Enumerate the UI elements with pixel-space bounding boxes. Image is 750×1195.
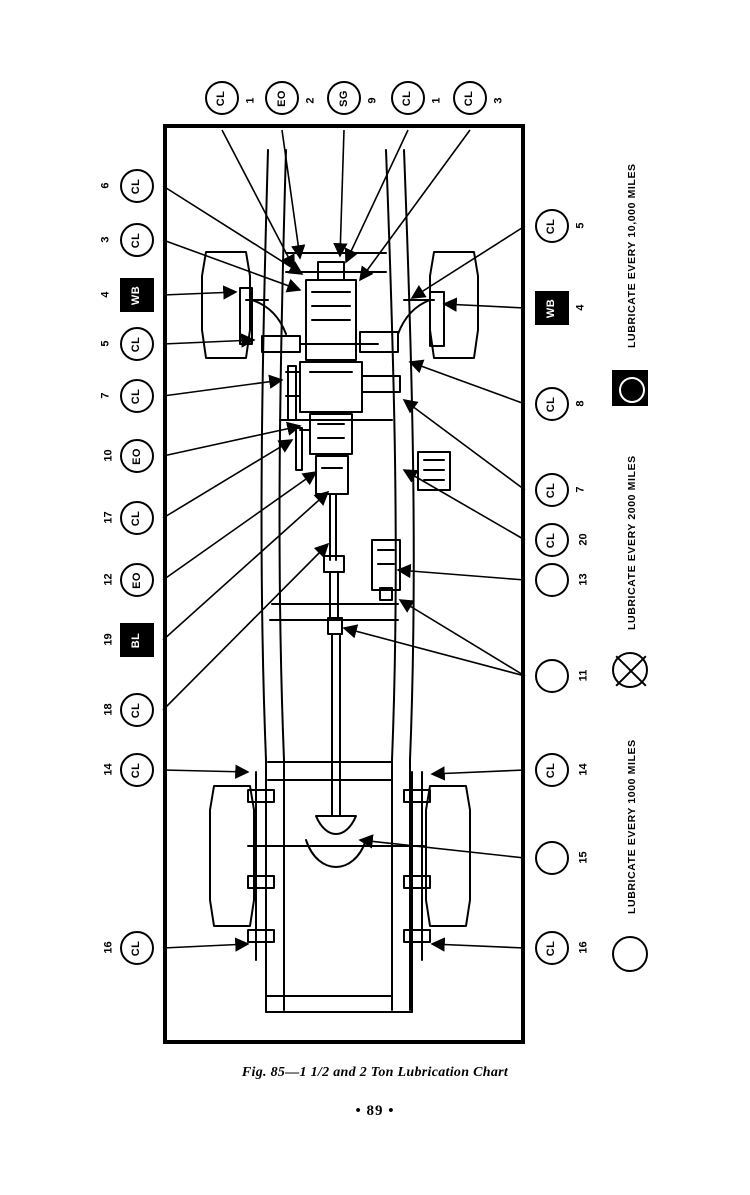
callout-left-10-number: 10 <box>102 449 115 462</box>
callout-right-15[interactable] <box>535 841 569 875</box>
callout-top-4-number: 1 <box>430 97 443 104</box>
legend-label-10000-miles: LUBRICATE EVERY 10,000 MILES <box>626 163 638 348</box>
legend-symbol-2000-miles <box>612 652 648 688</box>
callout-right-7-number: 7 <box>574 486 587 493</box>
callout-left-6[interactable]: CL <box>120 169 154 203</box>
callout-left-5-number: 5 <box>99 340 112 347</box>
callout-left-4[interactable]: WB <box>120 278 154 312</box>
callout-left-4-number: 4 <box>99 291 112 298</box>
callout-left-12-number: 12 <box>102 573 115 586</box>
callout-right-5[interactable]: CL <box>535 209 569 243</box>
callout-top-2-number: 2 <box>304 97 317 104</box>
callout-right-5-number: 5 <box>574 222 587 229</box>
callout-right-14[interactable]: CL <box>535 753 569 787</box>
callout-left-12[interactable]: EO <box>120 563 154 597</box>
callout-right-8-number: 8 <box>574 400 587 407</box>
legend-symbol-10000-miles <box>612 370 648 406</box>
callout-left-5[interactable]: CL <box>120 327 154 361</box>
callout-top-4[interactable]: CL <box>391 81 425 115</box>
callout-left-18[interactable]: CL <box>120 693 154 727</box>
callout-top-2[interactable]: EO <box>265 81 299 115</box>
callout-left-3[interactable]: CL <box>120 223 154 257</box>
callout-right-8[interactable]: CL <box>535 387 569 421</box>
callout-left-16[interactable]: CL <box>120 931 154 965</box>
callout-right-13-number: 13 <box>577 573 590 586</box>
callout-top-5[interactable]: CL <box>453 81 487 115</box>
callout-right-7[interactable]: CL <box>535 473 569 507</box>
callout-left-7[interactable]: CL <box>120 379 154 413</box>
callout-left-3-number: 3 <box>99 236 112 243</box>
page-number: • 89 • <box>355 1103 395 1119</box>
callout-right-4-number: 4 <box>574 304 587 311</box>
callout-top-3-number: 9 <box>366 97 379 104</box>
callout-right-20[interactable]: CL <box>535 523 569 557</box>
callout-left-17-number: 17 <box>102 511 115 524</box>
legend-label-2000-miles: LUBRICATE EVERY 2000 MILES <box>626 455 638 630</box>
callout-right-14-number: 14 <box>577 763 590 776</box>
legend-label-1000-miles: LUBRICATE EVERY 1000 MILES <box>626 739 638 914</box>
callout-top-1[interactable]: CL <box>205 81 239 115</box>
callout-right-13[interactable] <box>535 563 569 597</box>
callout-left-14-number: 14 <box>102 763 115 776</box>
figure-caption: Fig. 85—1 1/2 and 2 Ton Lubrication Chart <box>241 1065 509 1080</box>
callout-left-6-number: 6 <box>99 182 112 189</box>
callout-left-18-number: 18 <box>102 703 115 716</box>
legend-symbol-1000-miles <box>612 936 648 972</box>
callout-left-17[interactable]: CL <box>120 501 154 535</box>
callout-right-15-number: 15 <box>577 851 590 864</box>
callout-right-20-number: 20 <box>577 533 590 546</box>
callout-left-7-number: 7 <box>99 392 112 399</box>
callout-left-19[interactable]: BL <box>120 623 154 657</box>
callout-left-16-number: 16 <box>102 941 115 954</box>
callout-top-1-number: 1 <box>244 97 257 104</box>
callout-right-16[interactable]: CL <box>535 931 569 965</box>
callout-top-5-number: 3 <box>492 97 505 104</box>
callout-left-19-number: 19 <box>102 633 115 646</box>
callout-right-11-number: 11 <box>577 669 590 682</box>
callout-right-16-number: 16 <box>577 941 590 954</box>
callout-top-3[interactable]: SG <box>327 81 361 115</box>
callout-right-4[interactable]: WB <box>535 291 569 325</box>
callout-right-11[interactable] <box>535 659 569 693</box>
callout-left-14[interactable]: CL <box>120 753 154 787</box>
callout-left-10[interactable]: EO <box>120 439 154 473</box>
